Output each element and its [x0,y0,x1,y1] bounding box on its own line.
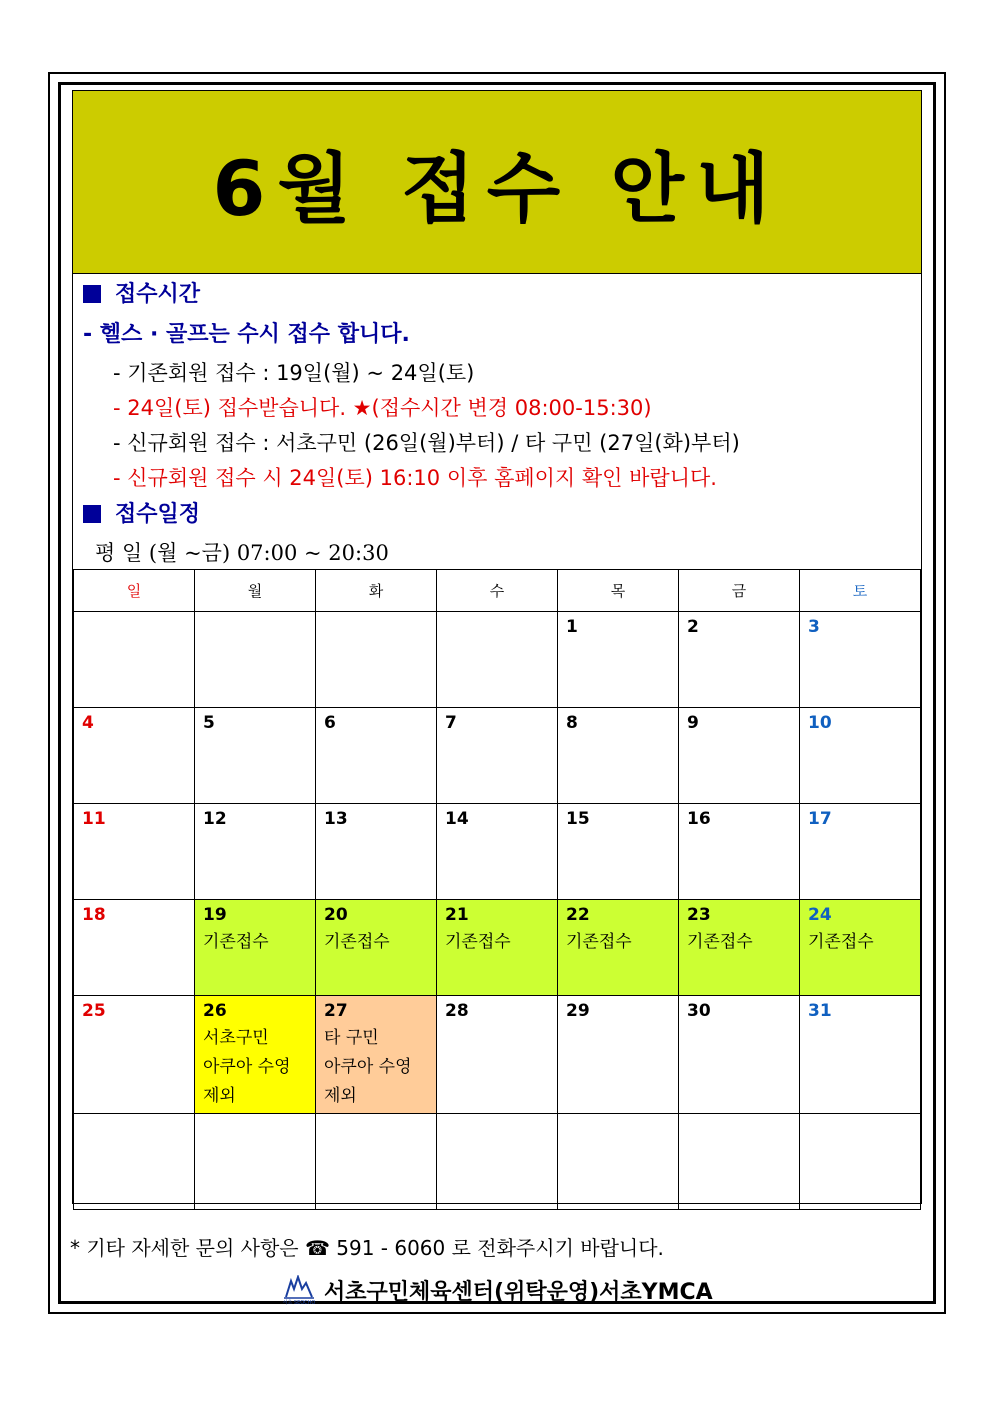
day-number: 11 [82,809,106,829]
calendar-day-cell [679,708,800,804]
day-note: 기존접수 [566,932,632,952]
day-number: 28 [445,1001,469,1021]
day-number: 2 [687,617,699,637]
square-bullet-icon [83,285,101,303]
day-number: 14 [445,809,469,829]
calendar-day-cell [558,804,679,900]
weekday-header: 일 [74,570,195,612]
calendar-day-cell [316,1114,437,1210]
day-number: 15 [566,809,590,829]
day-number: 25 [82,1001,106,1021]
time-line-2: - 기존회원 접수 : 19일(월) ~ 24일(토) [113,361,475,385]
calendar-day-cell [316,900,437,996]
day-note: 기존접수 [808,932,874,952]
day-number: 4 [82,713,94,733]
weekday-header: 금 [679,570,800,612]
calendar-week-row [74,804,921,900]
day-note: 타 구민 아쿠아 수영 제외 [324,1028,412,1106]
weekday-header: 화 [316,570,437,612]
calendar-day-cell [316,708,437,804]
calendar-day-cell [74,1114,195,1210]
calendar-day-cell [800,612,921,708]
calendar-day-cell [800,996,921,1114]
time-line-5: - 신규회원 접수 시 24일(토) 16:10 이후 홈페이지 확인 바랍니다. [113,466,717,490]
calendar-day-cell [195,804,316,900]
page-title: 6월 접수 안내 [212,143,782,233]
calendar-day-cell [195,612,316,708]
calendar-day-cell [74,804,195,900]
day-note: 기존접수 [687,932,753,952]
day-number: 5 [203,713,215,733]
calendar-day-cell [800,900,921,996]
calendar-day-cell [800,708,921,804]
calendar-week-row [74,708,921,804]
calendar-day-cell [800,1114,921,1210]
day-number: 23 [687,905,711,925]
weekday-header: 목 [558,570,679,612]
calendar-day-cell [316,804,437,900]
day-number: 30 [687,1001,711,1021]
calendar-day-cell [679,1114,800,1210]
time-line-3: - 24일(토) 접수받습니다. ★(접수시간 변경 08:00-15:30) [113,396,652,420]
day-note: 기존접수 [203,932,269,952]
calendar-day-cell [679,612,800,708]
calendar-day-cell [800,804,921,900]
day-number: 29 [566,1001,590,1021]
day-number: 18 [82,905,106,925]
calendar-day-cell [437,1114,558,1210]
weekday-header: 수 [437,570,558,612]
day-number: 21 [445,905,469,925]
day-number: 22 [566,905,590,925]
calendar-day-cell [437,996,558,1114]
day-number: 7 [445,713,457,733]
june-calendar [73,569,921,1210]
calendar-day-cell [437,708,558,804]
calendar-day-cell [195,900,316,996]
calendar-day-cell [558,708,679,804]
calendar-day-cell [74,996,195,1114]
calendar-week-row [74,900,921,996]
organization-footer [282,1272,722,1308]
day-number: 31 [808,1001,832,1021]
day-number: 19 [203,905,227,925]
day-note: 기존접수 [445,932,511,952]
day-number: 13 [324,809,348,829]
calendar-day-cell [195,1114,316,1210]
square-bullet-icon [83,505,101,523]
svg-text:서초 SEOCHO: 서초 SEOCHO [282,1300,316,1305]
calendar-day-cell [195,996,316,1114]
calendar-day-cell [558,612,679,708]
day-note: 서초구민 아쿠아 수영 제외 [203,1028,291,1106]
title-banner [73,91,921,274]
notice-content [72,90,922,1204]
day-number: 17 [808,809,832,829]
day-number: 8 [566,713,578,733]
time-line-4: - 신규회원 접수 : 서초구민 (26일(월)부터) / 타 구민 (27일(화)부터) [113,431,740,455]
day-number: 20 [324,905,348,925]
calendar-day-cell [679,804,800,900]
calendar-day-cell [74,612,195,708]
calendar-day-cell [437,804,558,900]
day-number: 9 [687,713,699,733]
calendar-day-cell [679,900,800,996]
calendar-day-cell [316,612,437,708]
day-number: 27 [324,1001,348,1021]
calendar-week-row [74,996,921,1114]
calendar-day-cell [679,996,800,1114]
calendar-day-cell [558,900,679,996]
calendar-day-cell [74,708,195,804]
day-note: 기존접수 [324,932,390,952]
weekday-hours: 평 일 (월 ~금) 07:00 ~ 20:30 [95,541,389,565]
calendar-day-cell [437,900,558,996]
section-time-heading: 접수시간 [83,277,200,308]
day-number: 1 [566,617,578,637]
calendar-day-cell [558,1114,679,1210]
calendar-week-row [74,612,921,708]
calendar-day-cell [74,900,195,996]
day-number: 26 [203,1001,227,1021]
day-number: 6 [324,713,336,733]
contact-note: * 기타 자세한 문의 사항은 ☎ 591 - 6060 로 전화주시기 바랍니다. [70,1236,664,1260]
organization-name: 서초구민체육센터(위탁운영)서초YMCA [324,1279,713,1305]
time-line-1: - 헬스 · 골프는 수시 접수 합니다. [83,322,410,347]
weekday-header: 월 [195,570,316,612]
calendar-day-cell [437,612,558,708]
day-number: 12 [203,809,227,829]
weekday-header: 토 [800,570,921,612]
calendar-day-cell [195,708,316,804]
calendar-day-cell [316,996,437,1114]
seocho-logo-icon [282,1275,316,1305]
day-number: 3 [808,617,820,637]
calendar-week-row [74,1114,921,1210]
day-number: 16 [687,809,711,829]
calendar-day-cell [558,996,679,1114]
day-number: 24 [808,905,832,925]
section-schedule-heading: 접수일정 [83,497,200,528]
day-number: 10 [808,713,832,733]
